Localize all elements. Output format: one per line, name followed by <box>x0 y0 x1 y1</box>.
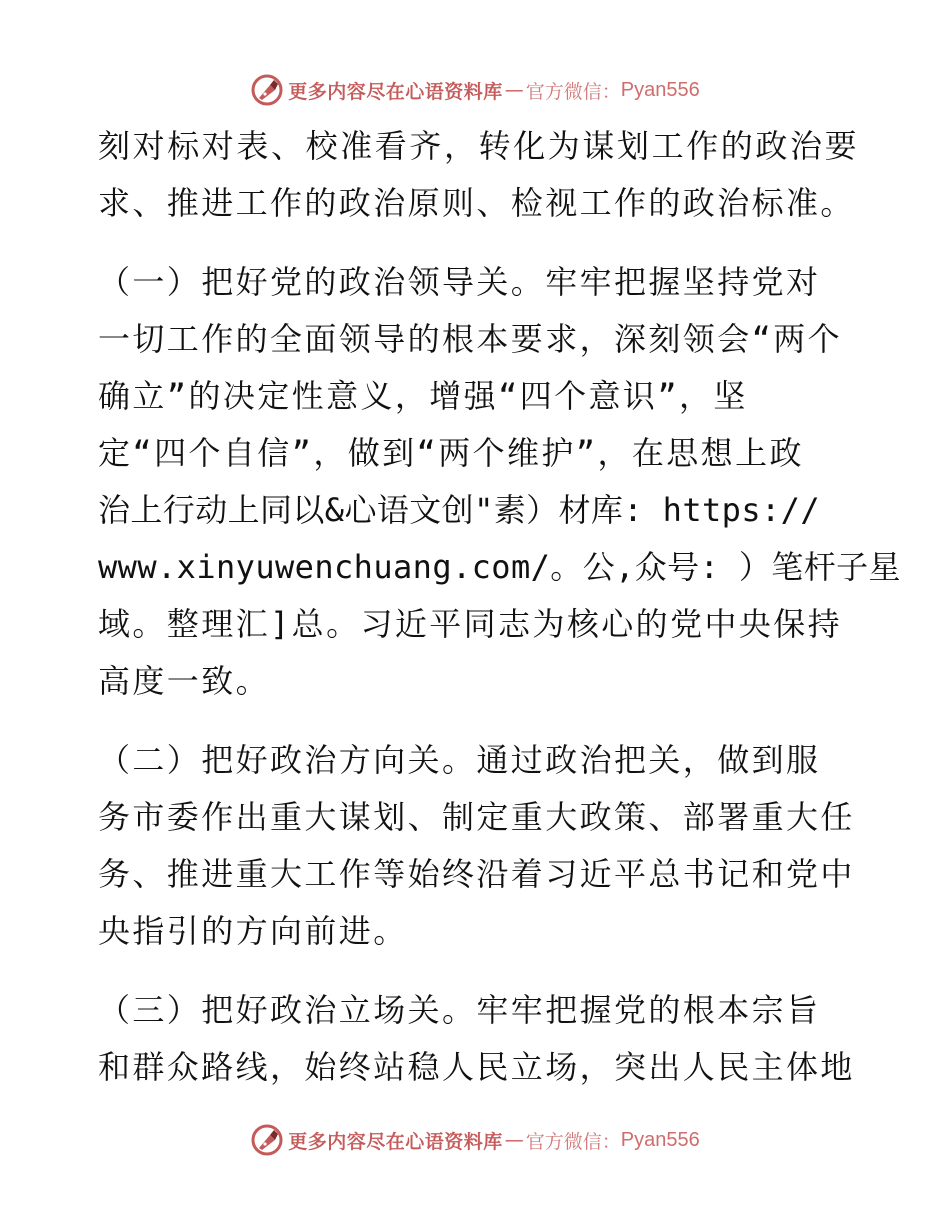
watermark-dash: — <box>504 1129 524 1151</box>
watermark-brand-text: 更多内容尽在心语资料库 <box>288 80 503 103</box>
watermark-dash: — <box>504 79 524 101</box>
text-line: （一）把好党的政治领导关。牢牢把握坚持党对 <box>98 263 821 301</box>
text-line: 定“四个自信”，做到“两个维护”，在思想上政 <box>98 434 804 472</box>
paragraph-political-stance <box>98 982 855 1096</box>
watermark-wechat-label: 官方微信： <box>525 1130 621 1153</box>
text-line: 域。整理汇]总。习近平同志为核心的党中央保持 <box>98 605 843 643</box>
pen-nib-logo-icon <box>250 73 284 107</box>
watermark-wechat-id: Pyan556 <box>620 78 700 101</box>
text-line: 确立”的决定性意义，增强“四个意识”，坚 <box>98 377 748 415</box>
text-line: 央指引的方向前进。 <box>98 912 408 950</box>
pen-nib-logo-icon <box>250 1123 284 1157</box>
text-line: 高度一致。 <box>98 662 271 700</box>
text-line: 治上行动上同以&心语文创"素）材库: https:// <box>98 491 820 529</box>
paragraph-political-leadership <box>98 254 901 710</box>
text-line: 一切工作的全面领导的根本要求，深刻领会“两个 <box>98 320 843 358</box>
watermark-brand-text: 更多内容尽在心语资料库 <box>288 1130 503 1153</box>
text-line: www.xinyuwenchuang.com/。公,众号: ）笔杆子星 <box>98 548 901 586</box>
text-line: 求、推进工作的政治原则、检视工作的政治标准。 <box>98 184 855 222</box>
footer-watermark <box>0 1120 950 1160</box>
document-body <box>98 118 901 1096</box>
header-watermark <box>0 70 950 110</box>
text-line: （三）把好政治立场关。牢牢把握党的根本宗旨 <box>98 991 821 1029</box>
text-line: 务市委作出重大谋划、制定重大政策、部署重大任 <box>98 798 855 836</box>
watermark-group <box>250 73 700 107</box>
text-line: （二）把好政治方向关。通过政治把关，做到服 <box>98 741 821 779</box>
paragraph-political-direction <box>98 732 855 960</box>
text-line: 务、推进重大工作等始终沿着习近平总书记和党中 <box>98 855 855 893</box>
text-line: 和群众路线，始终站稳人民立场，突出人民主体地 <box>98 1048 855 1086</box>
watermark-wechat-id: Pyan556 <box>620 1128 700 1151</box>
paragraph-continuation <box>98 118 860 232</box>
text-line: 刻对标对表、校准看齐，转化为谋划工作的政治要 <box>98 127 860 165</box>
watermark-group <box>250 1123 700 1157</box>
watermark-wechat-label: 官方微信： <box>525 80 621 103</box>
